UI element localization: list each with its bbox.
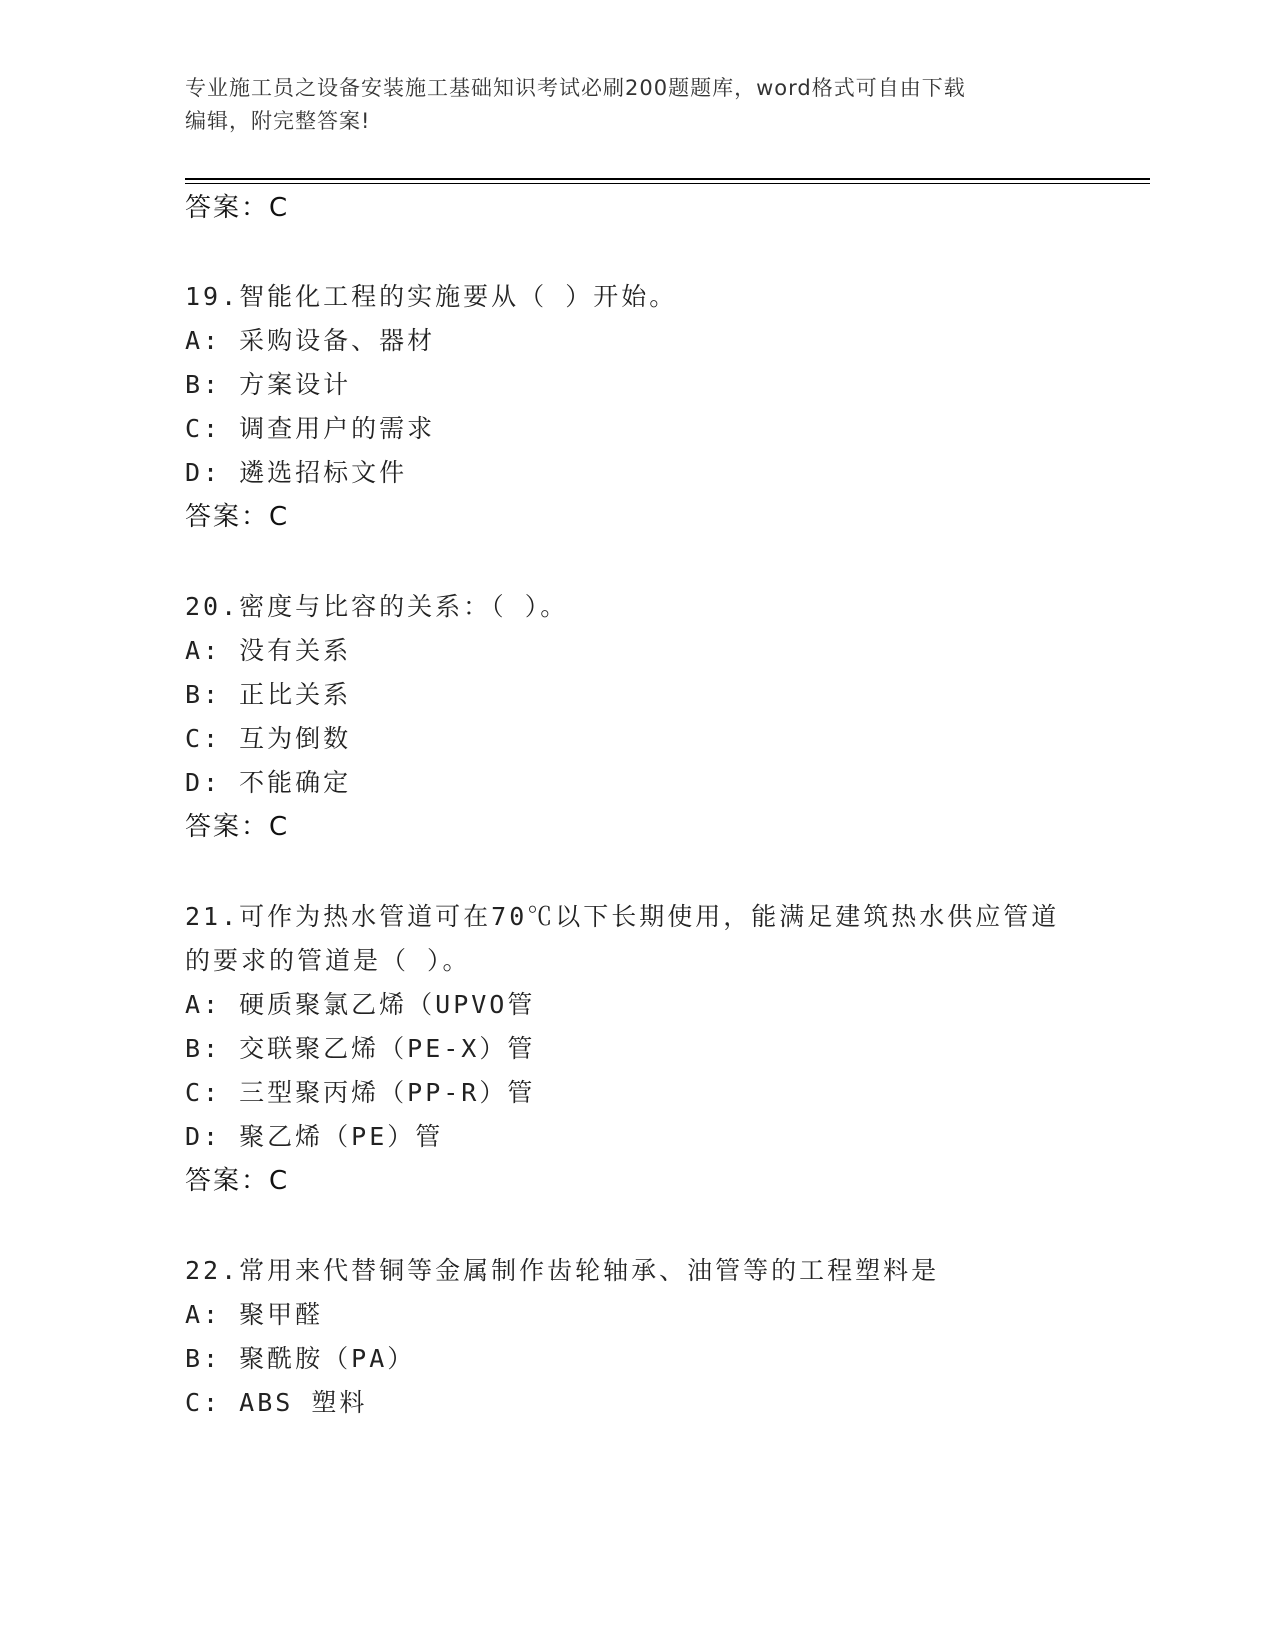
question-22-option-b: B: 聚酰胺（PA）: [185, 1344, 416, 1373]
question-20-option-b: B: 正比关系: [185, 680, 352, 709]
question-20-answer: 答案：C: [185, 812, 290, 842]
question-19-option-c: C: 调查用户的需求: [185, 414, 436, 443]
question-19-option-d: D: 遴选招标文件: [185, 458, 408, 487]
header-divider-thin: [185, 183, 1150, 184]
question-19-answer: 答案：C: [185, 502, 290, 532]
question-21-option-c: C: 三型聚丙烯（PP-R）管: [185, 1078, 536, 1107]
header-divider-thick: [185, 178, 1150, 180]
question-21-stem-line2: 的要求的管道是（ ）。: [185, 946, 471, 975]
question-20-stem: 20.密度与比容的关系：（ ）。: [185, 592, 569, 621]
question-19-option-a: A: 采购设备、器材: [185, 326, 436, 355]
page-header: [185, 72, 1065, 138]
question-19-stem: 19.智能化工程的实施要从（ ）开始。: [185, 282, 678, 311]
question-20-option-a: A: 没有关系: [185, 636, 352, 665]
question-21-answer: 答案：C: [185, 1166, 290, 1196]
question-20-option-c: C: 互为倒数: [185, 724, 352, 753]
answer-prev: 答案：C: [185, 193, 290, 223]
header-title-line1: 专业施工员之设备安装施工基础知识考试必刷200题题库，word格式可自由下载: [185, 76, 966, 100]
question-20-option-d: D: 不能确定: [185, 768, 352, 797]
question-19-option-b: B: 方案设计: [185, 370, 352, 399]
question-21-stem-line1: 21.可作为热水管道可在70℃以下长期使用，能满足建筑热水供应管道: [185, 902, 1060, 931]
header-title-line2: 编辑，附完整答案!: [185, 109, 371, 133]
question-21-option-a: A: 硬质聚氯乙烯（UPVO管: [185, 990, 536, 1019]
question-22-option-c: C: ABS 塑料: [185, 1388, 368, 1417]
question-21-option-d: D: 聚乙烯（PE）管: [185, 1122, 444, 1151]
question-22-option-a: A: 聚甲醛: [185, 1300, 324, 1329]
question-22-stem: 22.常用来代替铜等金属制作齿轮轴承、油管等的工程塑料是: [185, 1256, 940, 1285]
question-21-option-b: B: 交联聚乙烯（PE-X）管: [185, 1034, 536, 1063]
